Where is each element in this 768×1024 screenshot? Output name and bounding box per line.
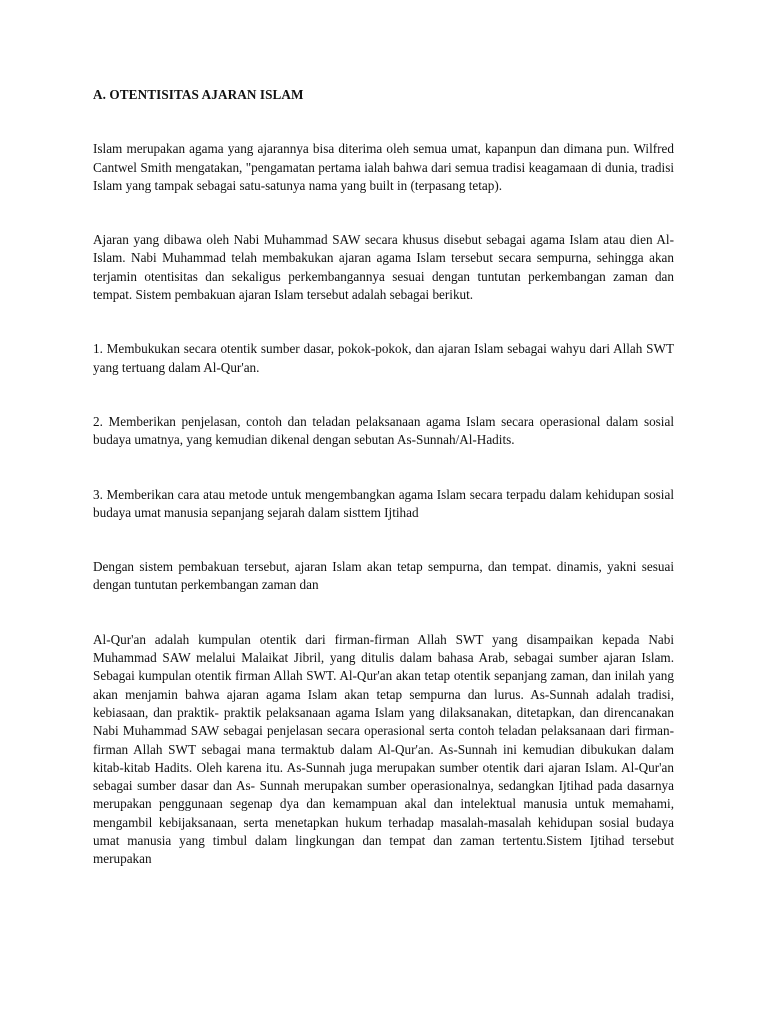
paragraph-pembakuan: Dengan sistem pembakuan tersebut, ajaran Islam akan tetap sempurna, dan tempat. dinamis, yakni sesuai dengan tuntutan perkembangan zaman dan (93, 559, 674, 593)
paragraph-ajaran: Ajaran yang dibawa oleh Nabi Muhammad SAW secara khusus disebut sebagai agama Islam atau dien Al-Islam. Nabi Muhammad telah membakukan ajaran agama Islam tersebut secara sempurna, sehingga akan terjamin otentisitas dan sekaligus perkembangannya sesuai dengan tuntutan perkembangan zaman dan tempat. Sistem pembakuan ajaran Islam tersebut adalah sebagai berikut. (93, 232, 674, 303)
spacer (93, 595, 674, 631)
spacer (93, 104, 674, 140)
spacer (93, 450, 674, 486)
list-item-3: 3. Memberikan cara atau metode untuk mengembangkan agama Islam secara terpadu dalam kehidupan sosial budaya umat manusia sepanjang sejarah dalam sisttem Ijtihad (93, 486, 674, 520)
spacer (93, 195, 674, 231)
document-title: A. OTENTISITAS AJARAN ISLAM (93, 87, 304, 102)
spacer (93, 522, 674, 558)
list-item-2: 2. Memberikan penjelasan, contoh dan teladan pelaksanaan agama Islam secara operasional dalam sosial budaya umatnya, yang kemudian dikenal dengan sebutan As-Sunnah/Al-Hadits. (93, 413, 674, 448)
list-item-1: 1. Membukukan secara otentik sumber dasar, pokok-pokok, dan ajaran Islam sebagai wahyu dari Allah SWT yang tertuang dalam Al-Qur'an. (93, 341, 674, 375)
spacer (93, 304, 674, 340)
document-page (93, 86, 674, 869)
paragraph-intro: Islam merupakan agama yang ajarannya bisa diterima oleh semua umat, kapanpun dan dimana pun. Wilfred Cantwel Smith mengatakan, "pengamatan pertama ialah bahwa dari semua tradisi keagamaan di dunia, tradisi Islam yang tampak sebagai satu-satunya nama yang built in (terpasang tetap). (93, 141, 674, 193)
spacer (93, 377, 674, 413)
paragraph-alquran: Al-Qur'an adalah kumpulan otentik dari firman-firman Allah SWT yang disampaikan kepada Nabi Muhammad SAW melalui Malaikat Jibril, yang ditulis dalam bahasa Arab, sebagai sumber ajaran Islam. Sebagai kumpulan otentik firman Allah SWT. Al-Qur'an akan tetap otentik sepanjang zaman, dan inilah yang akan menjamin bahwa ajaran agama Islam akan tetap sempurna dan lurus. As-Sunnah adalah tradisi, kebiasaan, dan praktik- praktik pelaksanaan agama Islam yang dilaksanakan, ditetapkan, dan direncanakan Nabi Muhammad SAW sebagai penjelasan secara operasional serta contoh teladan pelaksanaan dari firman-firman Allah SWT sebagai mana termaktub dalam Al-Qur'an. As-Sunnah ini kemudian dibukukan dalam kitab-kitab Hadits. Oleh karena itu. As-Sunnah juga merupakan sumber otentik dari ajaran Islam. Al-Qur'an sebagai sumber dasar dan As- Sunnah merupakan sumber operasionalnya, sedangkan Ijtihad pada dasarnya merupakan penggunaan segenap dya dan kemampuan akal dan intelektual manusia untuk memahami, mengambil kebijaksanaan, serta menetapkan hukum terhadap masalah-masalah kehidupan sosial budaya umat manusia yang timbul dalam lingkungan dan tempat dan zaman tertentu.Sistem Ijtihad tersebut merupakan (93, 631, 674, 867)
